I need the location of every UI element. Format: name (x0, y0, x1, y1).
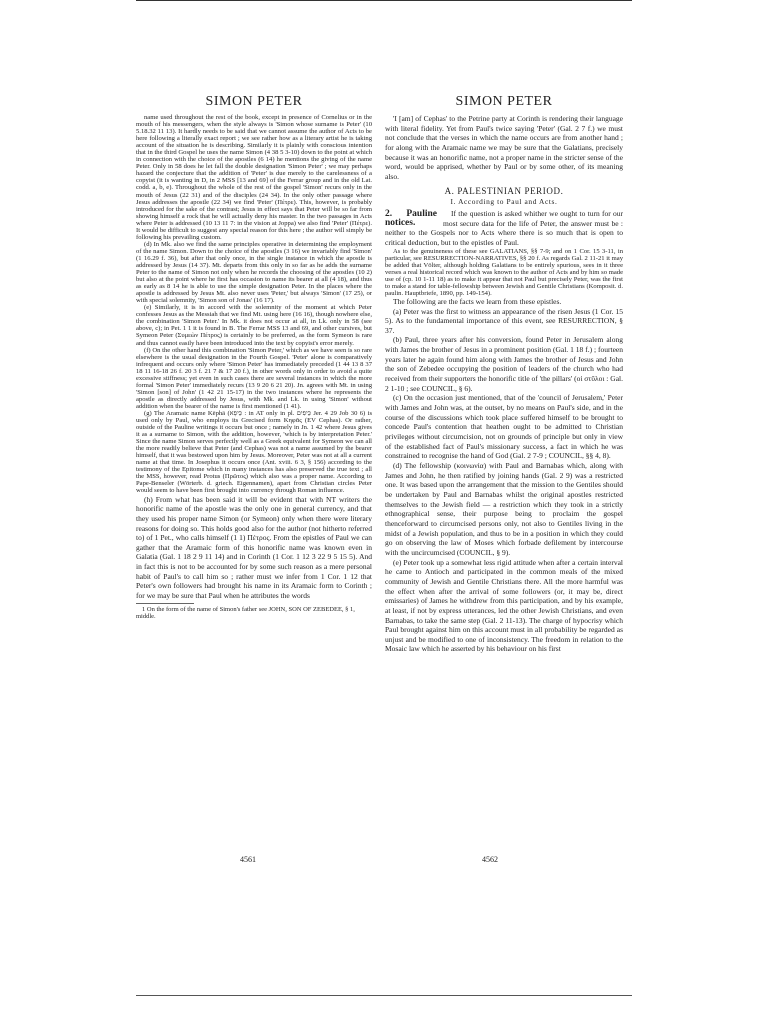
paragraph: (c) On the occasion just mentioned, that of the 'council of Jerusalem,' Peter with James and John was, at the outset, by no means on Paul's side, and in the course of the discussions which took place suffered himself to be brought to concede Paul's contention that heathen ought to be admitted to Christian privileges without circumcision, not on grounds of principle but only in view of the established fact of Paul's missionary success, a fact in which he was constrained to recognise the hand of God (Gal. 2 7-9 ; COUNCIL, §§ 4, 8). (385, 393, 623, 461)
right-small-text (385, 248, 623, 297)
running-head-right: SIMON PETER (455, 94, 553, 109)
paragraph: As to the genuineness of these see GALATIANS, §§ 7-9; and on 1 Cor. 15 3-11, in particular, see RESURRECTION-NARRATIVES, §§ 20 f. As regards Gal. 2 11-21 it may be added that Völter, although holding Galatians to be entirely spurious, sees in it three verses a real historical record which was known to the author of Acts and by him so made use of (cp. 10 1-11 18) as to make it appear that not Paul but precisely Peter, was the first to make a stand for table-fellowship between Jewish and Gentile Christians (Komposit. d. paulin. Hauptbriefe, 1890, pp. 149-154). (385, 247, 623, 297)
paragraph: If the question is asked whither we ought to turn for our most secure data for the life of Peter, the answer must be : neither to the Gospels nor to Acts where there is so much that is open to critical deduction, but to the epistles of Paul. (385, 208, 623, 247)
paragraph: (b) Paul, three years after his conversion, found Peter in Jerusalem along with James the brother of Jesus in a prominent position (Gal. 1 18 f.) ; fourteen years later he again found him along with James the brother of Jesus and John the son of Zebedee occupying the position of leaders of the church who had received from their supporters the honorific title of 'the pillars' (οἱ στῦλοι : Gal. 2 1-10 ; see COUNCIL, § 6). (385, 335, 623, 393)
left-column (136, 94, 372, 620)
sidenote-label: 2. Pauline notices. (385, 208, 437, 228)
footnote: 1 On the form of the name of Simon's father see JOHN, SON OF ZEBEDEE, § 1, middle. (136, 605, 355, 620)
page-number-right: 4562 (482, 855, 498, 864)
paragraph: name used throughout the rest of the book, except in presence of Cornelius or in the mouth of his messengers, when the style always is 'Simon whose surname is Peter' (10 5.18.32 11 13). It hardly needs to be said that we cannot assume the author of Acts to be here following a literally exact report ; we see rather how as a literary artist he is taking account of the situation he is describing. Similarly it is plainly with conscious intention that in the third Gospel he uses the name Simon (4 38 5 3-10) down to the point at which in connection with the choice of the apostles (6 14) he mentions the giving of the name Peter. Only in 58 does he let fall the double designation 'Simon Peter' ; we may perhaps hazard the conjecture that the addition of 'Peter' is due merely to the carelessness of a copyist (it is wanting in D, in 2 MSS [13 and 69] of the Ferrar group and in the old Lat. codd. a, b, e). Throughout the whole of the rest of the gospel 'Simon' recurs only in the mouth of Jesus (22 31) and of the disciples (24 34). In the only other passage where Jesus addresses the apostle (22 34) we find 'Peter' (Πέτρε). This, however, is probably introduced for the sake of the contrast; Jesus in effect says that Peter will be so far from showing himself a rock that he will actually deny his master. In the two passages in Acts where Peter is addressed (10 13 11 7: in the vision at Joppa) we also find 'Peter' (Πέτρε). It would be difficult to suggest any special reason for this here ; the author will simply be following his prevailing custom. (136, 114, 372, 241)
bottom-rule (136, 995, 632, 996)
paragraph: (e) Peter took up a somewhat less rigid attitude when after a certain interval he came to Antioch and participated in the common meals of the mixed community of Jewish and Gentile Christians there. All the more harmful was the effect when after the arrival of some followers (or, it may be, direct emissaries) of James he withdrew from this participation, and by his example, at least, if not by express utterances, led the other Jewish Christians, and even Barnabas, to take the same step (Gal. 2 11-13). The charge of hypocrisy which Paul brought against him on this account must in all probability be regarded as unjust and be modified to one of inconsistency. The freedom in relation to the Mosaic law which he asserted by his behaviour on his first (385, 557, 623, 654)
section-title: A. PALESTINIAN PERIOD. (444, 185, 564, 196)
subsection-title: I. According to Paul and Acts. (450, 197, 558, 207)
paragraph: (f) On the other hand this combination 'Simon Peter,' which as we have seen is so rare elsewhere is the usual designation in the Fourth Gospel. 'Peter' alone is comparatively infrequent and occurs only where 'Simon Peter' has immediately preceded (1 44 13 8 37 18 11 16-18 26 f. 20 3 f. 21 7 & 17 20 f.), in other words only in order to avoid a quite excessive stiffness; yet even in such cases there are several instances in which the more formal 'Simon Peter' immediately recurs (13 9 20 6 21 20). Jn. agrees with Mt. in using 'Simon [son] of John' (1 42 21 15-17) in the two instances where he represents the apostle as directly addressed by Jesus, with Mk. and Lk. in using 'Simon' without addition when the bearer of the name is first mentioned (1 41). (136, 346, 372, 410)
paragraph: (e) Similarly, it is in accord with the solemnity of the moment at which Peter confesses Jesus as the Messiah that we find Mt. using here (16 16), though nowhere else, the combination 'Simon Peter.' In Mk. it does not occur at all, in Lk. only in 58 (see above, c); in Pet. 1 1 it is found in B. The Ferrar MSS 13 and 69, and other cursives, but Symeon Peter (Συμεὼν Πέτρος) is certainly to be preferred, as the form Symeon is rare and thus cannot easily have been introduced into the text by copyist's error merely. (136, 304, 372, 347)
paragraph: (a) Peter was the first to witness an appearance of the risen Jesus (1 Cor. 15 5). As to the fundamental importance of this event, see RESURRECTION, § 37. (385, 306, 623, 335)
right-large-text-2 (385, 297, 623, 654)
paragraph: 'I [am] of Cephas' to the Petrine party at Corinth is rendering their language with literal fidelity. Yet from Paul's twice saying 'Peter' (Gal. 2 7 f.) we must not conclude that the verses in which the name occurs are from another hand ; for along with the Aramaic name we may be sure that the Galatians, precisely because it was an honorific name, not a proper name in the stricter sense of the word, would be apprised, whether by Paul or by some other, of its meaning also. (385, 114, 623, 181)
paragraph: (d) In Mk. also we find the same principles operative in determining the employment of the name Simon. Down to the choice of the apostles (3 16) we invariably find 'Simon' (1 16.29 f. 36), but after that only once, in the single instance in which the apostle is addressed by Jesus (14 37). Mt. departs from this only in so far as he adds the surname Peter to the name of Simon not only when he records the choosing of the apostles (10 2) but also at the point where he first has occasion to name its bearer at all (4 18), and thus as early as 8 14 he is able to use the simple designation Peter. In the places where the apostle is addressed by Jesus Mt. also never uses 'Peter,' but always 'Simon' (17 25), or with special solemnity, 'Simon son of Jonas' (16 17). (136, 240, 372, 305)
paragraph: (g) The Aramaic name Kēphā (כֵּיפָא : in AT only in pl. כֵּיפִים Jer. 4 29 Job 30 6) is used only by Paul, who employs its Grecised form Κηφᾶς (EV Cephas). Or rather, outside of the Pauline writings it occurs but once ; namely in Jn. 1 42 where Jesus gives it as a surname to Simon, with the addition, however, 'which is by interpretation Peter.' Since the name Simon serves perfectly well as a Greek equivalent for Symeon we can all the more readily believe that Peter (and Cephas) was not a name assumed by the bearer himself, that it was bestowed upon him by Jesus. Moreover, Peter was not at all a current name at that time. In Josephus it occurs once (Ant. xviii. 6 3, § 156) according to the testimony of the Epitome which in many instances has also preserved the true text ; all the MSS, however, read Protus (Πρῶτος) which also was a proper name. According to Pape-Benseler (Wörterb. d. griech. Eigennamen), apart from Christian circles Peter would seem to have been first brought into currency through Roman influence. (136, 409, 373, 495)
page-number-left: 4561 (240, 855, 256, 864)
top-rule (136, 0, 632, 1)
left-large-text (136, 495, 372, 601)
right-column (385, 94, 623, 654)
paragraph: (d) The fellowship (κοινωνία) with Paul and Barnabas which, along with James and John, he then ratified by joining hands (Gal. 2 9) was a restricted one. It was based upon the arrangement that the mission to the Gentiles should be undertaken by Paul and Barnabas whilst the original apostles restricted themselves to the Jewish field — a restriction which they took in a strictly ethnographical sense, their purpose being to proclaim the gospel thenceforward to circumcised persons only, not also to Gentiles living in the midst of a Jewish population, and thus to be in a position in which they could go on observing the law of Moses which forbade defilement by intercourse with the uncircumcised (COUNCIL, § 9). (385, 461, 623, 557)
footnote-rule (136, 603, 194, 604)
left-small-text (136, 114, 372, 495)
sidenote-block (385, 209, 623, 248)
running-head-left: SIMON PETER (205, 94, 303, 109)
right-large-text (385, 114, 623, 248)
paragraph: (h) From what has been said it will be evident that with NT writers the honorific name of the apostle was the only one in general currency, and that they used his proper name Simon (or Symeon) only when there were literary reasons for doing so. This holds good also for the author (not hitherto referred to) of 1 Pet., who calls himself (1 1) Πέτρος. From the epistles of Paul we can gather that the Aramaic form of this honorific name was known even in Galatia (Gal. 1 18 2 9 11 14) and in Corinth (1 Cor. 1 12 3 22 9 5 15 5). And in fact this is not to be accounted for by some such reason as a mere personal habit of Paul's to call him so ; rather must we infer from 1 Cor. 1 12 that Peter's own followers had brought his name in its Aramaic form to Corinth ; for we may be sure that Paul when he attributes the words (136, 494, 372, 601)
paragraph: The following are the facts we learn from these epistles. (393, 296, 562, 306)
